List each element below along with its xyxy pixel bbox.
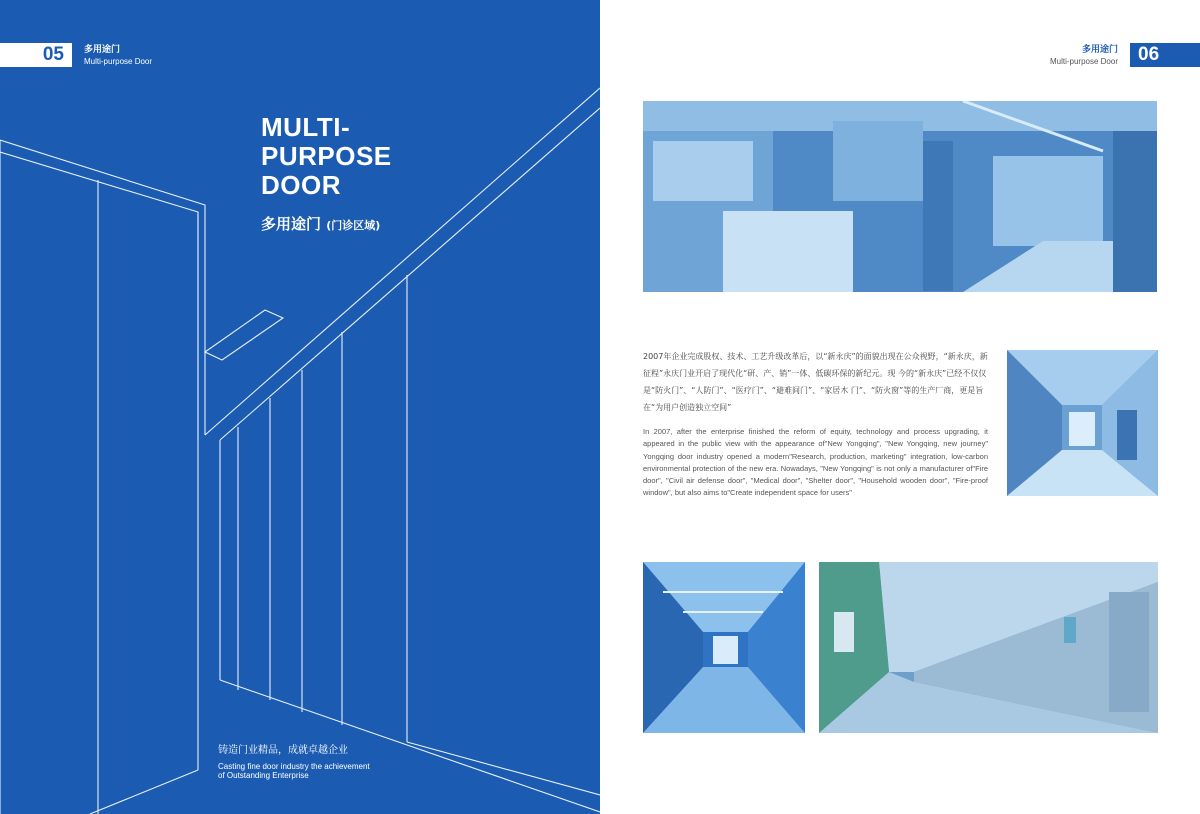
page-title (261, 113, 392, 200)
page-number: 06 (1138, 44, 1160, 65)
subtitle-note: (门诊区域) (326, 219, 381, 232)
subtitle-cn: 多用途门 (261, 215, 322, 233)
photo-waiting-corridor (643, 562, 805, 733)
body-text-en: In 2007, after the enterprise finished the reform of equity, technology and process upgrading, it appeared in the public view with the appearance of"New Yongqing", "New Yongqing, new journey" Yongqing door industry opened a modern"Research, production, marketing" integration, low-carbon environmental protection of the new era. Nowadays, "New Yongqing" is not only a manufacturer of"Fire door", "Civil air defense door", "Medical door", "Shelter door", "Household wooden door", "Fire-proof window", but also aims to"Create independent space for users" (643, 427, 988, 498)
slogan-en-line: of Outstanding Enterprise (218, 771, 309, 780)
slogan-cn: 铸造门业精品，成就卓越企业 (218, 745, 348, 756)
section-header-cn: 多用途门 (84, 45, 121, 55)
title-line: PURPOSE (261, 141, 392, 171)
photo-reception-corridor (643, 101, 1157, 292)
slogan-en-line: Casting fine door industry the achievement (218, 762, 370, 771)
section-header-cn: 多用途门 (1081, 45, 1118, 55)
photo-wide-corridor (819, 562, 1158, 733)
section-header-right (1050, 45, 1118, 67)
section-header (84, 45, 152, 67)
body-text-cn: 2007年企业完成股权、技术、工艺升级改革后，以“新永庆”的面貌出现在公众视野，“新永庆，新征程”永庆门业开启了现代化“研、产、销”一体、低碳环保的新纪元。现 今的“新永庆”已经不仅仅是“防火门”、“人防门”、“医疗门”、“避难间门”、“家居木 门”、“防火窗”等的生产厂商，更是旨在“为用户创造独立空间” (643, 352, 988, 412)
page-number-tab (0, 43, 72, 67)
photo-corridor-small (1007, 350, 1158, 496)
section-header-en: Multi-purpose Door (1049, 57, 1118, 66)
title-line: MULTI- (261, 112, 351, 142)
subtitle (261, 213, 380, 234)
section-header-en: Multi-purpose Door (84, 57, 153, 66)
page-number: 05 (42, 44, 64, 65)
title-line: DOOR (261, 170, 341, 200)
page-number-tab (1130, 43, 1200, 67)
slogan (218, 741, 370, 780)
